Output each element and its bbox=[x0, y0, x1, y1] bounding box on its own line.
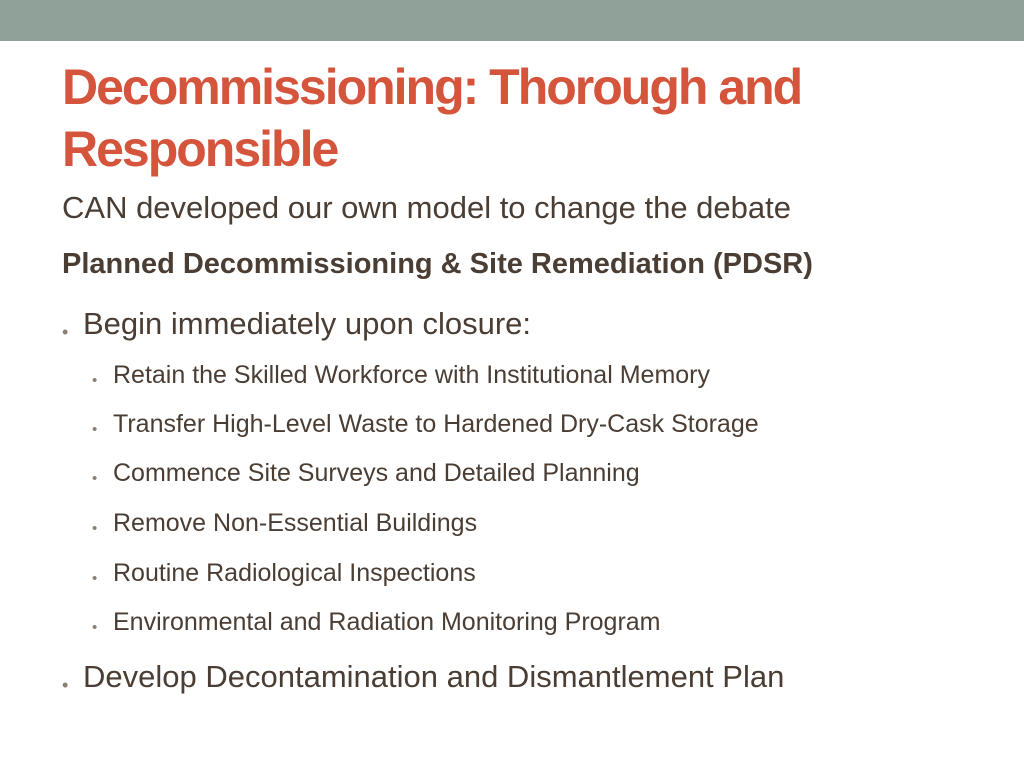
bullet-dot: • bbox=[92, 619, 98, 636]
bullet-dot: • bbox=[62, 322, 69, 342]
bullet-dot: • bbox=[92, 570, 98, 587]
bullet-text: Begin immediately upon closure: bbox=[83, 306, 532, 341]
sub-bullet-text: Transfer High-Level Waste to Hardened Dry-Cask Storage bbox=[113, 410, 759, 438]
bullet-dot: • bbox=[92, 470, 98, 487]
bullet-dot: • bbox=[92, 372, 98, 389]
sub-bullet-text: Routine Radiological Inspections bbox=[113, 559, 476, 587]
sub-bullet-text: Remove Non-Essential Buildings bbox=[113, 509, 478, 537]
bullet-dot: • bbox=[62, 675, 69, 695]
bullet-dot: • bbox=[92, 520, 98, 537]
model-heading: Planned Decommissioning & Site Remediation (PDSR) bbox=[62, 248, 813, 280]
sub-bullet-text: Retain the Skilled Workforce with Institutional Memory bbox=[113, 361, 710, 389]
slide-title: Decommissioning: Thorough and Responsible bbox=[62, 59, 802, 177]
sub-bullet-text: Environmental and Radiation Monitoring Program bbox=[113, 608, 661, 636]
bullet-text: Develop Decontamination and Dismantlement Plan bbox=[83, 659, 785, 694]
slide-subtitle: CAN developed our own model to change the debate bbox=[62, 190, 791, 225]
sub-bullet-text: Commence Site Surveys and Detailed Planning bbox=[113, 459, 640, 487]
bullet-dot: • bbox=[92, 421, 98, 438]
